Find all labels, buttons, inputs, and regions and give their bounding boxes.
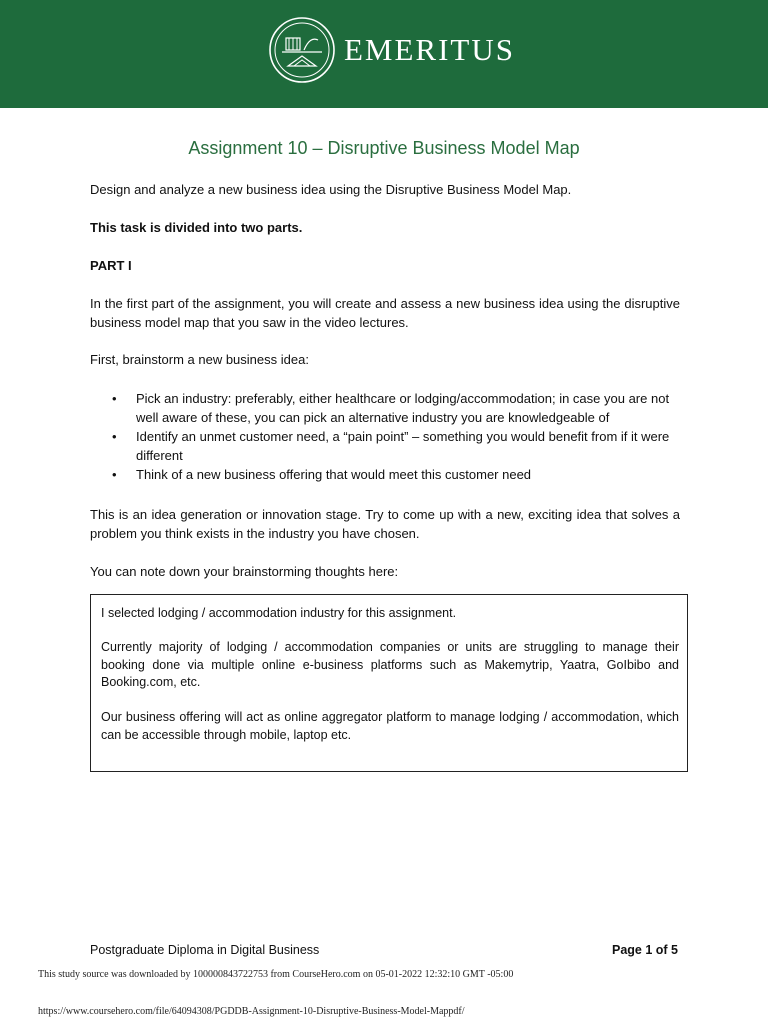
bullet-icon: • — [112, 391, 117, 406]
emeritus-crest-icon — [268, 16, 336, 84]
footer-program: Postgraduate Diploma in Digital Business — [90, 943, 320, 957]
brand-wordmark: EMERITUS — [344, 32, 515, 67]
notes-prompt: You can note down your brainstorming thoughts here: — [90, 564, 399, 579]
download-note: This study source was downloaded by 100000843722753 from CourseHero.com on 05-01-2022 12:32:10 GMT -05:00 — [38, 969, 514, 980]
list-item: • Pick an industry: preferably, either healthcare or lodging/accommodation; in case you are not well aware of these, you can pick an alternative industry you are knowledgeable of — [112, 391, 670, 425]
task-note: This task is divided into two parts. — [90, 220, 303, 235]
notes-paragraph: Currently majority of lodging / accommodation companies or units are struggling to manage their booking done via multiple online e-business platforms such as Makemytrip, Yaatra, GoIbibo and Booking.com, etc. — [101, 640, 679, 689]
source-url: https://www.coursehero.com/file/64094308/PGDDB-Assignment-10-Disruptive-Business-Model-Mappdf/ — [38, 1006, 465, 1017]
bullet-list — [90, 389, 680, 484]
bullet-icon: • — [112, 429, 117, 444]
intro-text: Design and analyze a new business idea using the Disruptive Business Model Map. — [90, 182, 572, 197]
part-heading: PART I — [90, 258, 132, 273]
header-banner — [0, 0, 768, 108]
notes-paragraph: Our business offering will act as online aggregator platform to manage lodging / accommodation, which can be accessible through mobile, laptop etc. — [101, 710, 679, 742]
part-intro-text: In the first part of the assignment, you will create and assess a new business idea using the disruptive business model map that you saw in the video lectures. — [90, 296, 680, 330]
bullet-icon: • — [112, 467, 117, 482]
notes-paragraph: I selected lodging / accommodation industry for this assignment. — [101, 606, 457, 620]
brainstorm-prompt: First, brainstorm a new business idea: — [90, 352, 309, 367]
stage-note: This is an idea generation or innovation stage. Try to come up with a new, exciting idea that solves a problem you think exists in the industry you have chosen. — [90, 507, 680, 541]
footer-page-number: Page 1 of 5 — [612, 943, 678, 957]
list-item: • Identify an unmet customer need, a “pain point” – something you would benefit from if it were different — [112, 429, 670, 463]
brainstorm-notes-box — [90, 594, 688, 772]
page-title: Assignment 10 – Disruptive Business Model Map — [188, 138, 580, 158]
list-item: • Think of a new business offering that would meet this customer need — [112, 467, 532, 482]
